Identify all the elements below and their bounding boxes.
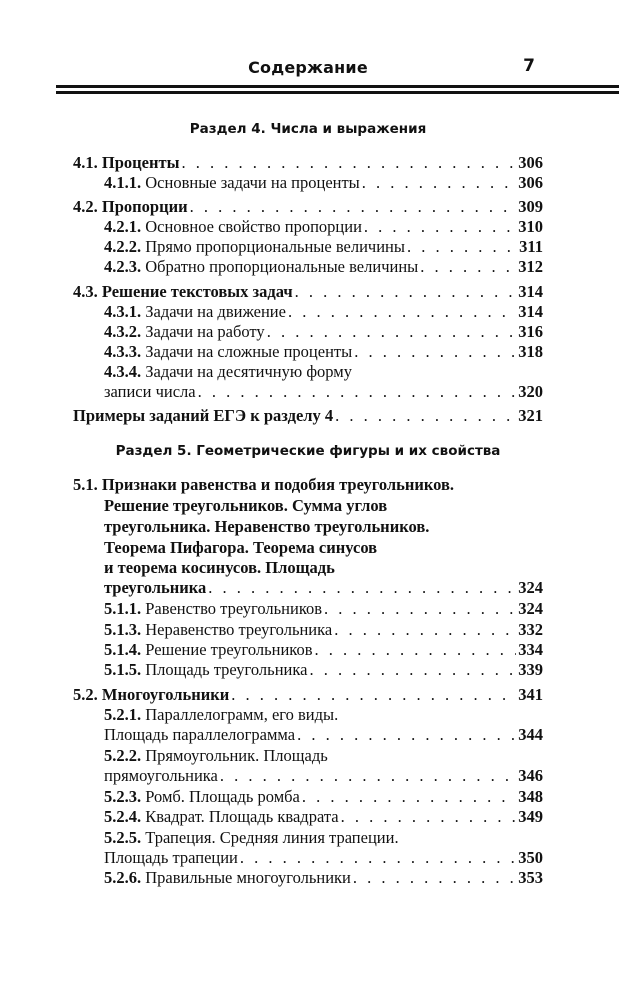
toc-page: 306	[518, 153, 543, 172]
leader-dots	[297, 725, 516, 745]
toc-page: 324	[518, 599, 543, 618]
leader-dots	[220, 766, 516, 786]
toc-entry-4-1[interactable]	[73, 153, 543, 173]
toc-title: Многоугольники	[101, 685, 230, 704]
toc-entry-5-1-3[interactable]	[104, 620, 543, 640]
toc-number: 4.3.4.	[104, 362, 142, 381]
section-4-heading: Раздел 4. Числа и выражения	[189, 121, 427, 137]
leader-dots	[231, 685, 516, 705]
toc-title: Основное свойство пропорции	[145, 217, 362, 236]
page-number: 7	[523, 56, 535, 76]
toc-page: 350	[518, 848, 543, 867]
toc-entry-5-1-cont	[104, 517, 543, 537]
toc-page: 309	[518, 197, 543, 216]
toc-number: 5.1.5.	[104, 660, 142, 679]
toc-title: Задачи на десятичную форму	[145, 362, 352, 381]
toc-number: 5.1.4.	[104, 640, 142, 659]
toc-number: 5.2.	[73, 685, 98, 704]
toc-number: 4.3.1.	[104, 302, 142, 321]
leader-dots	[407, 237, 517, 257]
leader-dots	[353, 868, 516, 888]
toc-number: 5.2.3.	[104, 787, 142, 806]
leader-dots	[288, 302, 516, 322]
toc-title: Площадь параллелограмма	[104, 725, 296, 744]
leader-dots	[309, 660, 516, 680]
header-rule-bottom	[56, 91, 619, 94]
toc-page: 311	[519, 237, 543, 256]
toc-entry-4-2-2[interactable]	[104, 237, 543, 257]
toc-title: Ромб. Площадь ромба	[145, 787, 300, 806]
leader-dots	[190, 197, 517, 217]
toc-number: 4.3.2.	[104, 322, 142, 341]
toc-title: Параллелограмм, его виды.	[145, 705, 339, 724]
toc-page: 306	[518, 173, 543, 192]
toc-title: Решение текстовых задач	[101, 282, 293, 301]
toc-entry-4-3-3[interactable]	[104, 342, 543, 362]
toc-title: Прямо пропорциональные величины	[145, 237, 405, 256]
toc-entry-4-2-1[interactable]	[104, 217, 543, 237]
toc-entry-5-2-4[interactable]	[104, 807, 543, 827]
toc-page: 348	[518, 787, 543, 806]
toc-title: Трапеция. Средняя линия трапеции.	[145, 828, 399, 847]
toc-page: 334	[518, 640, 543, 659]
toc-title: треугольника	[104, 578, 207, 597]
toc-entry-examples-4[interactable]	[73, 406, 543, 426]
toc-entry-4-3[interactable]	[73, 282, 543, 302]
leader-dots	[267, 322, 517, 342]
toc-page: 314	[518, 282, 543, 301]
section-5-heading: Раздел 5. Геометрические фигуры и их свойства	[115, 443, 501, 459]
toc-number: 4.1.	[73, 153, 98, 172]
toc-page: 341	[518, 685, 543, 704]
toc-title: Решение треугольников. Сумма углов	[104, 496, 388, 515]
toc-number: 4.2.	[73, 197, 98, 216]
toc-entry-5-2[interactable]	[73, 685, 543, 705]
toc-entry-5-1-cont	[104, 538, 543, 558]
toc-title: Проценты	[101, 153, 180, 172]
toc-page: 320	[518, 382, 543, 401]
toc-page: 314	[518, 302, 543, 321]
toc-page: 353	[518, 868, 543, 887]
leader-dots	[315, 640, 517, 660]
toc-page: 346	[518, 766, 543, 785]
toc-page: 349	[518, 807, 543, 826]
toc-entry-5-1[interactable]	[73, 475, 543, 495]
toc-entry-5-1-cont	[104, 558, 543, 578]
toc-entry-4-3-4[interactable]	[104, 362, 543, 382]
toc-page: 344	[518, 725, 543, 744]
leader-dots	[362, 173, 516, 193]
toc-number: 5.2.6.	[104, 868, 142, 887]
toc-page: 310	[518, 217, 543, 236]
leader-dots	[354, 342, 516, 362]
page-header	[73, 56, 543, 80]
toc-number: 5.2.4.	[104, 807, 142, 826]
leader-dots	[324, 599, 516, 619]
toc-title: Решение треугольников	[145, 640, 313, 659]
toc-entry-5-2-2-cont[interactable]	[104, 766, 543, 786]
toc-entry-5-1-cont	[104, 496, 543, 516]
leader-dots	[341, 807, 517, 827]
toc-entry-4-1-1[interactable]	[104, 173, 543, 193]
toc-title: Площадь трапеции	[104, 848, 238, 867]
toc-title: Признаки равенства и подобия треугольников.	[101, 475, 455, 494]
leader-dots	[295, 282, 517, 302]
toc-entry-5-2-2[interactable]	[104, 746, 543, 766]
leader-dots	[302, 787, 516, 807]
toc-entry-5-1-5[interactable]	[104, 660, 543, 680]
toc-title: Прямоугольник. Площадь	[145, 746, 328, 765]
leader-dots	[420, 257, 516, 277]
toc-title: Задачи на движение	[145, 302, 286, 321]
toc-page: 324	[518, 578, 543, 597]
leader-dots	[364, 217, 516, 237]
toc-entry-5-2-5[interactable]	[104, 828, 543, 848]
toc-number: 5.2.5.	[104, 828, 142, 847]
toc-page: 316	[518, 322, 543, 341]
toc-number: 5.1.	[73, 475, 98, 494]
page-title: Содержание	[248, 58, 368, 77]
toc-number: 4.3.3.	[104, 342, 142, 361]
toc-entry-5-2-1-cont[interactable]	[104, 725, 543, 745]
toc-page: 321	[518, 406, 543, 425]
toc-title: Примеры заданий ЕГЭ к разделу 4	[73, 406, 334, 425]
toc-number: 4.1.1.	[104, 173, 142, 192]
toc-number: 5.2.1.	[104, 705, 142, 724]
toc-number: 5.1.3.	[104, 620, 142, 639]
toc-title: Основные задачи на проценты	[145, 173, 360, 192]
toc-title: Задачи на сложные проценты	[145, 342, 353, 361]
toc-number: 4.2.2.	[104, 237, 142, 256]
toc-title: записи числа	[104, 382, 196, 401]
toc-page: 318	[518, 342, 543, 361]
toc-entry-5-2-3[interactable]	[104, 787, 543, 807]
leader-dots	[335, 406, 516, 426]
toc-title: треугольника. Неравенство треугольников.	[104, 517, 430, 536]
toc-title: прямоугольника	[104, 766, 218, 785]
toc-title: Неравенство треугольника	[145, 620, 333, 639]
toc-entry-4-2-3[interactable]	[104, 257, 543, 277]
toc-title: Задачи на работу	[145, 322, 265, 341]
leader-dots	[198, 382, 517, 402]
toc-entry-4-3-1[interactable]	[104, 302, 543, 322]
toc-page: 339	[518, 660, 543, 679]
header-rule-top	[56, 85, 619, 88]
toc-entry-5-2-5-cont[interactable]	[104, 848, 543, 868]
toc-title: Правильные многоугольники	[145, 868, 351, 887]
toc-title: Равенство треугольников	[145, 599, 323, 618]
leader-dots	[208, 578, 516, 598]
toc-entry-5-1-4[interactable]	[104, 640, 543, 660]
toc-number: 4.2.1.	[104, 217, 142, 236]
toc-number: 5.2.2.	[104, 746, 142, 765]
toc-number: 4.2.3.	[104, 257, 142, 276]
toc-entry-5-1-1[interactable]	[104, 599, 543, 619]
toc-title: Площадь треугольника	[145, 660, 308, 679]
toc-title: Пропорции	[101, 197, 188, 216]
toc-page: 332	[518, 620, 543, 639]
toc-entry-4-2[interactable]	[73, 197, 543, 217]
toc-title: Квадрат. Площадь квадрата	[145, 807, 339, 826]
toc-entry-5-2-1[interactable]	[104, 705, 543, 725]
toc-entry-4-3-2[interactable]	[104, 322, 543, 342]
toc-entry-5-1-cont[interactable]	[104, 578, 543, 598]
toc-number: 4.3.	[73, 282, 98, 301]
toc-title: и теорема косинусов. Площадь	[104, 558, 335, 577]
toc-title: Обратно пропорциональные величины	[145, 257, 419, 276]
toc-page: 312	[518, 257, 543, 276]
leader-dots	[181, 153, 516, 173]
toc-entry-5-2-6[interactable]	[104, 868, 543, 888]
leader-dots	[334, 620, 516, 640]
toc-entry-4-3-4-cont[interactable]	[104, 382, 543, 402]
leader-dots	[240, 848, 516, 868]
toc-number: 5.1.1.	[104, 599, 142, 618]
toc-title: Теорема Пифагора. Теорема синусов	[104, 538, 378, 557]
